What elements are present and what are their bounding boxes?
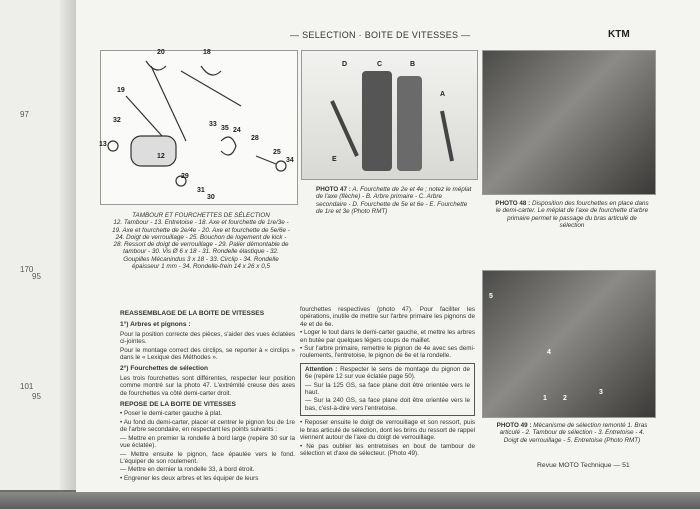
section-heading: REASSEMBLAGE DE LA BOITE DE VITESSES: [120, 310, 265, 317]
page-footer: Revue MOTO Technique — 51: [537, 462, 630, 469]
selector-drum-drawing: [101, 51, 297, 204]
paragraph: • Sur l'arbre primaire, remettre le pignon de 4e avec ses demi-roulements, l'entretoise, le pignon de 6e et la rondelle.: [300, 345, 475, 360]
callout: B: [410, 61, 416, 68]
list-item: — Mettre en dernier la rondelle 33, à bord étroit.: [120, 466, 255, 474]
text-column-1: [120, 306, 295, 483]
paragraph: • Ne pas oublier les entretoises en bout de tambour de sélection et d'axe de sélecteur. (Photo 49).: [300, 442, 475, 457]
photo-49: [482, 270, 656, 418]
left-label: 170: [20, 265, 34, 274]
callout: 28: [251, 135, 259, 142]
photo-49-caption: [494, 422, 650, 444]
callout: 34: [286, 157, 294, 164]
list-item: • Au fond du demi-carter, placer et centrer le pignon fou de 1re de l'arbre secondaire, en respectant les points suivants :: [120, 418, 295, 434]
text-column-2: [300, 306, 475, 458]
callout: 5: [489, 293, 493, 300]
list-item: • Engrener les deux arbres et les équiper de leurs: [120, 474, 259, 482]
callout: 13: [99, 141, 107, 148]
list-item: • Poser le demi-carter gauche à plat.: [120, 410, 222, 418]
callout: 31: [197, 187, 205, 194]
callout: 19: [117, 87, 125, 94]
callout: 29: [181, 173, 189, 180]
callout: 25: [273, 149, 281, 156]
exploded-view-drawing: [100, 50, 298, 205]
drawing-caption: [112, 212, 290, 270]
caption-text: Disposition des fourchettes en place dans le demi-carter. Le méplat de l'axe de fourchette d'arbre primaire permet le passage du bras articulé de sélection: [495, 200, 649, 229]
subheading: 1°) Arbres et pignons :: [120, 321, 191, 329]
photo-48: [482, 50, 656, 195]
callout: 24: [233, 127, 241, 134]
page-fold: [60, 0, 76, 490]
paragraph: Pour le montage correct des circlips, se reporter à « circlips » dans le « Lexique des Méthodes ».: [120, 346, 295, 362]
caption-label: PHOTO 49 :: [496, 422, 532, 429]
scan-background: [0, 492, 700, 509]
callout: 35: [221, 125, 229, 132]
attention-line: — Sur la 240 GS, sa face plane doit être orientée vers le bas, c'est-à-dire vers l'entretoise.: [305, 397, 470, 412]
left-label: 101: [20, 382, 34, 391]
callout: C: [377, 61, 383, 68]
callout: 12: [157, 153, 165, 160]
callout: 33: [209, 121, 217, 128]
gearbox-shafts-photo: [302, 51, 478, 179]
caption-label: PHOTO 47 :: [316, 186, 351, 193]
photo-47: [301, 50, 478, 180]
previous-page-edge: [0, 0, 76, 490]
drawing-title: TAMBOUR ET FOURCHETTES DE SÉLECTION: [132, 212, 270, 219]
callout: E: [332, 156, 337, 163]
page-header: — SELECTION · BOITE DE VITESSES —: [290, 30, 471, 40]
paragraph: Pour la position correcte des pièces, s'aider des vues éclatées ci-jointes.: [120, 330, 295, 346]
paragraph: • Reposer ensuite le doigt de verrouillage et son ressort, puis le bras articulé de sélection, dont les brins du ressort de rappel viennent autour de l'axe du doigt de verrouillage.: [300, 419, 476, 442]
callout: 20: [157, 49, 165, 56]
section-heading: REPOSE DE LA BOITE DE VITESSES: [120, 401, 236, 409]
callout: 2: [563, 395, 567, 402]
callout: 4: [547, 349, 551, 356]
attention-line: — Sur la 125 GS, sa face plane doit être orientée vers le haut.: [305, 381, 470, 397]
paragraph: fourchettes respectives (photo 47). Pour faciliter les opérations, inutile de mettre sur l'arbre primaire les pignons de 4e et de 6e.: [300, 306, 475, 328]
brand-label: KTM: [608, 29, 630, 40]
list-item: — Mettre ensuite le pignon, face épaulée vers le fond. L'équiper de son roulement.: [120, 450, 295, 465]
list-item: — Mettre en premier la rondelle à bord large (repère 30 sur la vue éclatée).: [120, 434, 295, 450]
left-label: 95: [32, 272, 41, 281]
photo-47-caption: [316, 186, 474, 215]
attention-label: Attention :: [305, 365, 338, 373]
drawing-legend: 12. Tambour - 13. Entretoise - 18. Axe et fourchette de 1re/3e - 19. Axe et fourchette de 2e/4e - 20. Axe et fourchette de 5e/6e - 24. Doigt de verrouillage - 25. Bouchon de logement de kick - 28. Ressort de doigt de verrouillage - 29. Palier démontable de tambour - 30. Vis Ø 6 x 18 - 31. Rondelle élastique - 32. Goupilles Mécanindus 3 x 18 - 33. Circlip - 34. Rondelle épaisseur 1 mm - 34. Rondelle-frein 14 x 26 x 0,5: [112, 219, 290, 271]
subheading: 2°) Fourchettes de sélection: [120, 365, 209, 373]
caption-label: PHOTO 48 :: [495, 200, 531, 207]
callout: 32: [113, 117, 121, 124]
callout: 18: [203, 49, 211, 56]
paragraph: • Loger le tout dans le demi-carter gauche, et mettre les arbres en butée par quelques légers coups de maillet.: [300, 329, 475, 344]
paragraph: Les trois fourchettes sont différentes, respecter leur position comme montré sur la photo 47. L'extrémité creuse des axes de fourchettes va côté demi-carter droit.: [120, 374, 295, 397]
caption-text: A. Fourchette de 2e et 4e ; notez le méplat de l'axe (flèche) - B. Arbre primaire - C. Arbre secondaire - D. Fourchette de 5e et 6e - E. Fourchette de 1re et 3e (Photo RMT): [316, 186, 472, 215]
attention-text: Respecter le sens de montage du pignon de 6e (repère 12 sur vue éclatée page 50).: [305, 365, 471, 381]
attention-box: [300, 363, 475, 416]
photo-48-caption: [494, 200, 650, 229]
callout: A: [440, 91, 446, 98]
callout: 30: [207, 194, 215, 201]
callout: 1: [543, 395, 547, 402]
caption-text: Mécanisme de sélection remonté 1. Bras articulé - 2. Tambour de sélection - 3. Entretoise - 4. Doigt de verrouillage - 5. Entretoise (Photo RMT): [499, 422, 648, 444]
left-label: 97: [20, 110, 29, 119]
callout: D: [342, 61, 348, 68]
callout: 3: [599, 389, 603, 396]
left-label: 95: [32, 392, 41, 401]
